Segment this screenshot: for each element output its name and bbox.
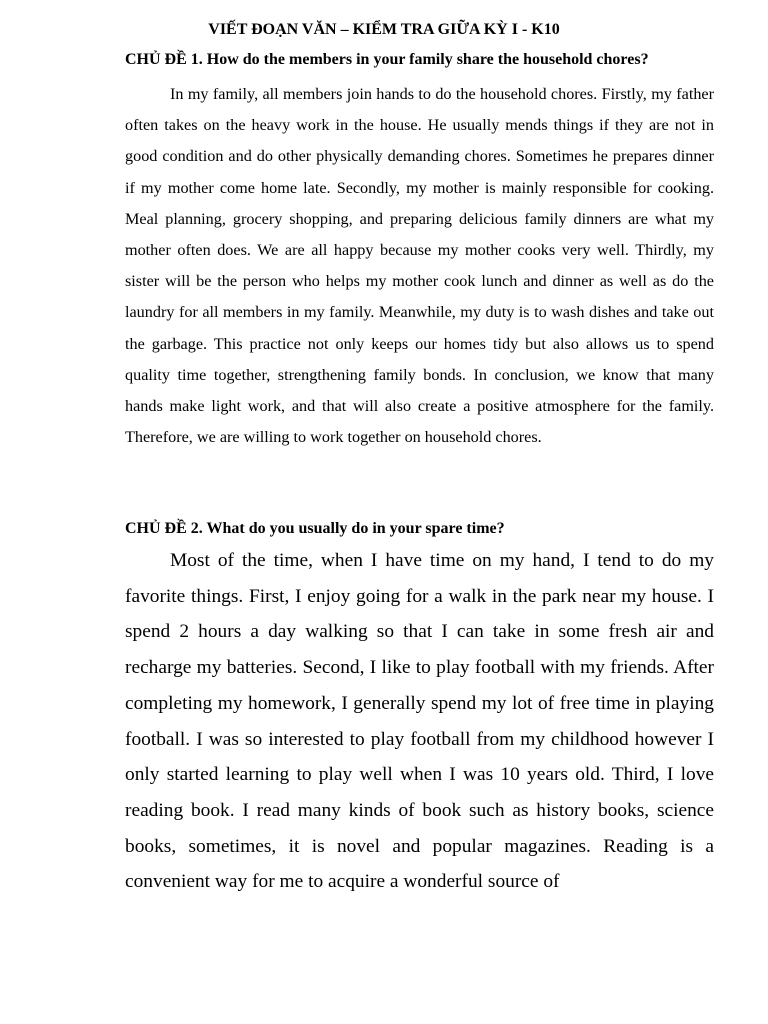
- section-1-heading: CHỦ ĐỀ 1. How do the members in your family share the household chores?: [125, 51, 649, 68]
- section-2-paragraph: Most of the time, when I have time on my hand, I tend to do my favorite things. First, I enjoy going for a walk in the park near my house. I spend 2 hours a day walking so that I can take in some fresh air and recharge my batteries. Second, I like to play football with my friends. After completing my homework, I generally spend my lot of free time in playing football. I was so interested to play football from my childhood however I only started learning to play well when I was 10 years old. Third, I love reading book. I read many kinds of book such as history books, science books, sometimes, it is novel and popular magazines. Reading is a convenient way for me to acquire a wonderful source of: [125, 550, 714, 893]
- section-1-paragraph: In my family, all members join hands to do the household chores. Firstly, my father often takes on the heavy work in the house. He usually mends things if they are not in good condition and do other physically demanding chores. Sometimes he prepares dinner if my mother come home late. Secondly, my mother is mainly responsible for cooking. Meal planning, grocery shopping, and preparing delicious family dinners are what my mother often does. We are all happy because my mother cooks very well. Thirdly, my sister will be the person who helps my mother cook lunch and dinner as well as do the laundry for all members in my family. Meanwhile, my duty is to wash dishes and take out the garbage. This practice not only keeps our homes tidy but also allows us to spend quality time together, strengthening family bonds. In conclusion, we know that many hands make light work, and that will also create a positive atmosphere for the family. Therefore, we are willing to work together on household chores.: [125, 85, 714, 447]
- section-2-heading: CHỦ ĐỀ 2. What do you usually do in your spare time?: [125, 520, 505, 537]
- document-title: VIẾT ĐOẠN VĂN – KIỂM TRA GIỮA KỲ I - K10: [208, 21, 560, 38]
